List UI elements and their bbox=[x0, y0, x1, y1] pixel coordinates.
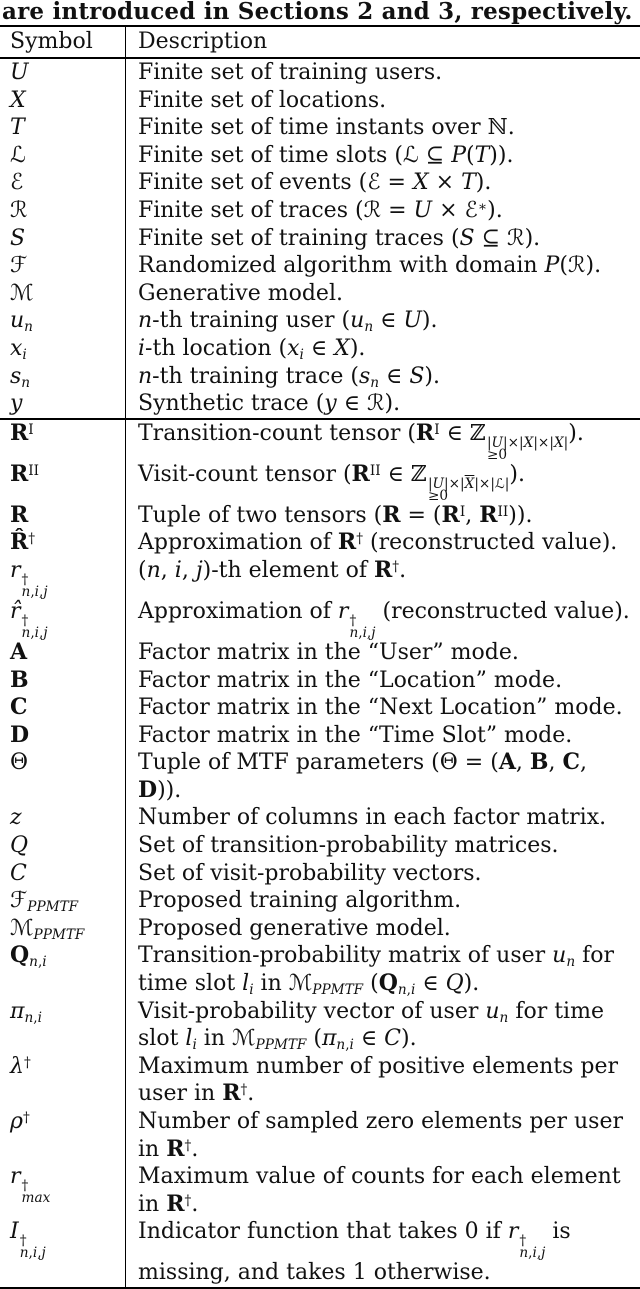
table-header-row bbox=[0, 27, 640, 59]
symbol-cell: I † n,i,j bbox=[0, 1218, 126, 1287]
symbol-cell: $s_n$ bbox=[0, 363, 126, 391]
description-cell: Finite set of events (ℰ = X × T). bbox=[138, 170, 492, 196]
description-cell: Factor matrix in the “Location” mode. bbox=[138, 667, 563, 693]
description-cell: Approximation of r † n,i,j (reconstructed value). bbox=[138, 598, 630, 641]
description-cell: Maximum value of counts for each element in R†. bbox=[138, 1164, 621, 1217]
description-cell: Factor matrix in the “Next Location” mode. bbox=[138, 695, 623, 721]
description-cell: Randomized algorithm with domain P(ℛ). bbox=[138, 253, 602, 279]
symbol-table bbox=[0, 25, 640, 1289]
symbol-cell: C bbox=[0, 860, 126, 888]
symbol-cell: $x_i$ bbox=[0, 335, 126, 363]
description-cell: Factor matrix in the “User” mode. bbox=[138, 639, 519, 665]
description-cell: Finite set of training traces (S ⊆ ℛ). bbox=[138, 225, 541, 251]
description-cell: i-th location ($x_i$ ∈ X). bbox=[138, 335, 366, 363]
symbol-cell: T bbox=[0, 114, 126, 142]
symbol-cell: U bbox=[0, 59, 126, 87]
table-row bbox=[0, 335, 640, 363]
table-row bbox=[0, 557, 640, 598]
symbol-cell: ℱ$_{PPMTF}$ bbox=[0, 887, 126, 915]
symbol-cell: r † max bbox=[0, 1163, 126, 1218]
description-cell: Transition-probability matrix of user $u_n$ for time slot $l_i$ in ℳ$_{PPMTF}$ ($Q_{n,i}$ ∈ Q). bbox=[138, 943, 615, 999]
description-cell: Visit-probability vector of user $u_n$ for time slot $l_i$ in ℳ$_{PPMTF}$ ($\pi_{n,i}$ ∈ C). bbox=[138, 998, 604, 1054]
symbol-cell: ℳ bbox=[0, 280, 126, 308]
description-cell: Tuple of MTF parameters (Θ = (A, B, C, D)). bbox=[138, 749, 588, 803]
symbol-cell: B bbox=[0, 667, 126, 695]
symbol-cell: S bbox=[0, 225, 126, 253]
description-cell: Maximum number of positive elements per user in R†. bbox=[138, 1053, 619, 1107]
table-row bbox=[0, 529, 640, 557]
description-cell: Tuple of two tensors ($R = (R^I$, $R^{II}$)). bbox=[138, 501, 533, 528]
symbol-cell: ρ† bbox=[0, 1108, 126, 1163]
description-cell: Visit-count tensor ($R^{II}$ ∈ ℤ $|U|\times|\overline{X}|\times|ℒ|$ ≥0 ). bbox=[138, 460, 525, 504]
table-row bbox=[0, 197, 640, 225]
column-header-symbol: Symbol bbox=[0, 27, 126, 57]
description-cell: n-th training user ($u_n$ ∈ U). bbox=[138, 308, 438, 336]
symbol-cell: X bbox=[0, 87, 126, 115]
description-cell: Indicator function that takes 0 if r † n,i,j is missing, and takes 1 otherwise. bbox=[138, 1219, 571, 1286]
table-row bbox=[0, 225, 640, 253]
table-row bbox=[0, 667, 640, 695]
table-row bbox=[0, 1218, 640, 1287]
table-row bbox=[0, 114, 640, 142]
description-cell: Generative model. bbox=[138, 280, 343, 306]
description-cell: Number of columns in each factor matrix. bbox=[138, 805, 607, 831]
table-row bbox=[0, 832, 640, 860]
table-row bbox=[0, 252, 640, 280]
description-cell: (n, i, j)-th element of R†. bbox=[138, 556, 407, 583]
table-row bbox=[0, 169, 640, 197]
table-row bbox=[0, 942, 640, 997]
symbol-cell: ℒ bbox=[0, 142, 126, 170]
description-cell: Finite set of training users. bbox=[138, 60, 443, 85]
description-cell: Transition-count tensor ($R^I$ ∈ ℤ |U|×|X|×|X| ≥0 ). bbox=[138, 419, 584, 463]
description-cell: Synthetic trace (y ∈ ℛ). bbox=[138, 391, 401, 417]
symbol-cell: λ† bbox=[0, 1053, 126, 1108]
symbol-cell: $u_n$ bbox=[0, 307, 126, 335]
description-cell: Factor matrix in the “Time Slot” mode. bbox=[138, 722, 573, 748]
table-row bbox=[0, 59, 640, 87]
table-body bbox=[0, 59, 640, 1287]
description-cell: Finite set of time slots (ℒ ⊆ P(T)). bbox=[138, 142, 514, 168]
table-row bbox=[0, 418, 640, 461]
table-row bbox=[0, 998, 640, 1053]
description-cell: Proposed generative model. bbox=[138, 915, 451, 941]
table-row bbox=[0, 461, 640, 502]
description-cell: Set of visit-probability vectors. bbox=[138, 860, 482, 886]
table-row bbox=[0, 1053, 640, 1108]
table-row bbox=[0, 860, 640, 888]
symbol-cell: R bbox=[0, 502, 126, 530]
table-row bbox=[0, 887, 640, 915]
table-row bbox=[0, 307, 640, 335]
symbol-cell: y bbox=[0, 390, 126, 418]
table-row bbox=[0, 280, 640, 308]
description-cell: Approximation of R† (reconstructed value). bbox=[138, 529, 618, 556]
symbol-cell: $R^I$ bbox=[0, 420, 126, 461]
description-cell: Set of transition-probability matrices. bbox=[138, 833, 559, 859]
symbol-cell: ℳ$_{PPMTF}$ bbox=[0, 915, 126, 943]
table-row bbox=[0, 749, 640, 804]
symbol-cell: $\pi_{n,i}$ bbox=[0, 998, 126, 1053]
symbol-cell: r̂ † n,i,j bbox=[0, 598, 126, 639]
table-row bbox=[0, 142, 640, 170]
description-cell: Finite set of locations. bbox=[138, 87, 387, 113]
description-cell: Finite set of time instants over ℕ. bbox=[138, 115, 515, 141]
symbol-cell: ℛ bbox=[0, 197, 126, 225]
column-header-description: Description bbox=[138, 29, 268, 54]
table-row bbox=[0, 1163, 640, 1218]
description-cell: Finite set of traces (ℛ = U × ℰ∗). bbox=[138, 197, 503, 223]
table-row bbox=[0, 722, 640, 750]
table-row bbox=[0, 694, 640, 722]
symbol-cell: A bbox=[0, 639, 126, 667]
symbol-cell: $Q_{n,i}$ bbox=[0, 942, 126, 997]
description-cell: Number of sampled zero elements per user in R†. bbox=[138, 1109, 623, 1162]
table-row bbox=[0, 598, 640, 639]
table-row bbox=[0, 804, 640, 832]
symbol-cell: Θ bbox=[0, 749, 126, 804]
symbol-cell: r † n,i,j bbox=[0, 557, 126, 598]
symbol-cell: ℱ bbox=[0, 252, 126, 280]
description-cell: Proposed training algorithm. bbox=[138, 888, 462, 914]
symbol-cell: ℰ bbox=[0, 169, 126, 197]
symbol-cell: C bbox=[0, 694, 126, 722]
table-row bbox=[0, 639, 640, 667]
symbol-cell: R̂† bbox=[0, 529, 126, 557]
table-row bbox=[0, 87, 640, 115]
table-row bbox=[0, 363, 640, 391]
table-row bbox=[0, 390, 640, 418]
table-row bbox=[0, 915, 640, 943]
table-row bbox=[0, 1108, 640, 1163]
table-row bbox=[0, 502, 640, 530]
symbol-cell: Q bbox=[0, 832, 126, 860]
intro-text: are introduced in Sections 2 and 3, respectively. bbox=[2, 0, 633, 25]
symbol-cell: z bbox=[0, 804, 126, 832]
description-cell: n-th training trace ($s_n$ ∈ S). bbox=[138, 363, 440, 391]
symbol-cell: D bbox=[0, 722, 126, 750]
symbol-cell: $R^{II}$ bbox=[0, 461, 126, 502]
